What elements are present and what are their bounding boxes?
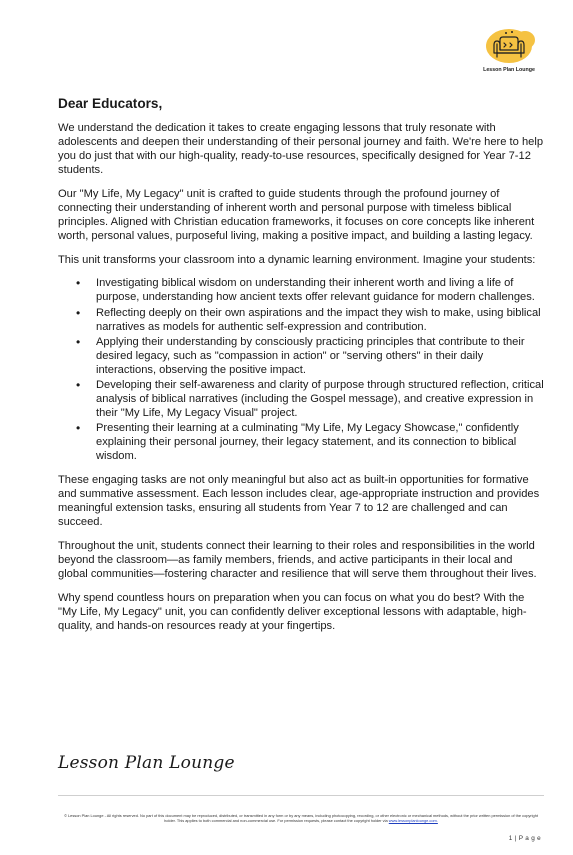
greeting-heading: Dear Educators, xyxy=(58,96,163,111)
paragraph: Throughout the unit, students connect their learning to their roles and responsibilities in the world beyond the classroom—as family members, friends, and active participants in their local and global communities—fostering character and resilience that will serve them throughout their lives. xyxy=(58,539,537,581)
website-link[interactable]: www.lessonplanlounge.com. xyxy=(388,818,438,823)
bullet-list xyxy=(58,276,544,463)
paragraph: These engaging tasks are not only meaningful but also act as built-in opportunities for formative and summative assessment. Each lesson includes clear, age-appropriate instruction and provides meaningful extension tasks, ensuring all students from Year 7 to 12 are challenged and can succeed. xyxy=(58,474,540,529)
armchair-logo-icon xyxy=(480,26,538,66)
bullet-item: • Developing their self-awareness and clarity of purpose through structured reflection, critical analysis of biblical narratives (including the Gospel message), and creative expression in their "My Life, My Legacy Visual" project. xyxy=(96,378,544,420)
page-number-value: 1 xyxy=(508,835,513,842)
logo-text: Lesson Plan Lounge xyxy=(483,67,535,73)
page-label: | P a g e xyxy=(514,835,541,842)
paragraph: We understand the dedication it takes to create engaging lessons that truly resonate with adolescents and deepen their understanding of their personal journey and faith. We're here to help you do just that with our high-quality, ready-to-use resources, specifically designed for Year 7-12 students. xyxy=(58,122,544,177)
letter-body xyxy=(58,96,544,643)
copyright-text: © Lesson Plan Lounge - All rights reserved. No part of this document may be reproduced, distributed, or transmitted in any form or by any means, including photocopying, recording, or other electronic or mechanical methods, without the prior written permission of the copyright holder. This applies to both commercial and non-commercial use. For permission requests, please contact the copyright holder via xyxy=(64,813,538,823)
copyright-footer xyxy=(58,813,544,823)
signature: Lesson Plan Lounge xyxy=(58,753,235,773)
bullet-item: • Applying their understanding by consciously practicing principles that contribute to their desired legacy, such as "compassion in action" or "serving others" in their daily interactions, observing the positive impact. xyxy=(96,335,544,377)
bullet-item: • Presenting their learning at a culminating "My Life, My Legacy Showcase," confidently explaining their personal journey, their legacy statement, and its connection to biblical wisdom. xyxy=(96,421,544,463)
footer-divider xyxy=(58,795,544,796)
bullet-item: • Reflecting deeply on their own aspirations and the impact they wish to make, using biblical narratives as models for authentic self-expression and contribution. xyxy=(96,306,544,334)
paragraph: Why spend countless hours on preparation when you can focus on what you do best? With the "My Life, My Legacy" unit, you can confidently deliver exceptional lessons with adaptable, high-quality, and hands-on resources ready at your fingertips. xyxy=(58,591,527,632)
page-number xyxy=(509,835,541,842)
paragraph: Our "My Life, My Legacy" unit is crafted to guide students through the profound journey of connecting their understanding of inherent worth and personal purpose with timeless biblical principles. Aligned with Christian education frameworks, it focuses on core concepts like inherent worth, personal values, purposeful living, making a positive impact, and building a lasting legacy. xyxy=(58,187,535,243)
bullet-item: • Investigating biblical wisdom on understanding their inherent worth and living a life of purpose, understanding how ancient texts offer relevant guidance for modern challenges. xyxy=(96,276,544,304)
brand-logo xyxy=(476,26,542,76)
paragraph: This unit transforms your classroom into a dynamic learning environment. Imagine your students: xyxy=(58,253,536,266)
